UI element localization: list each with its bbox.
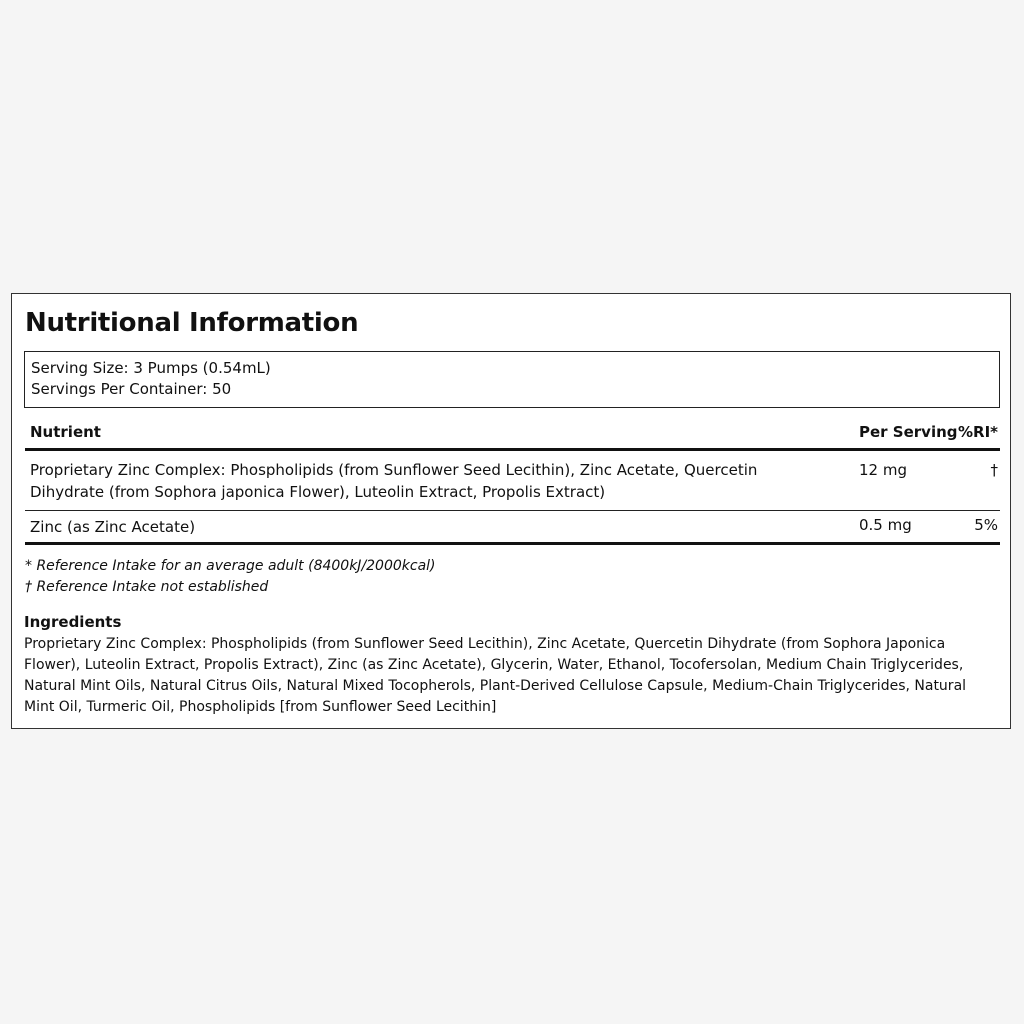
nutrient-name: Zinc (as Zinc Acetate): [30, 518, 196, 536]
nutrient-amount: 0.5 mg: [859, 516, 912, 534]
ingredients-section: [24, 612, 999, 718]
serving-size: Serving Size: 3 Pumps (0.54mL): [31, 359, 271, 377]
header-per-serving: Per Serving: [859, 423, 958, 441]
nutrient-table: [25, 416, 1000, 545]
nutrition-panel: [11, 293, 1011, 729]
serving-info-box: [24, 351, 1000, 408]
nutrient-name: Proprietary Zinc Complex: Phospholipids (from Sunflower Seed Lecithin), Zinc Acetate, Quercetin Dihydrate (from Sophora japonica Flower), Luteolin Extract, Propolis Extract): [30, 461, 758, 501]
table-row: [25, 451, 1000, 511]
panel-title: Nutritional Information: [25, 308, 359, 338]
header-ri: %RI*: [957, 423, 998, 441]
nutrient-ri: †: [990, 461, 998, 479]
ingredients-heading: Ingredients: [24, 613, 122, 631]
table-header: [25, 416, 1000, 451]
servings-per-container: Servings Per Container: 50: [31, 380, 232, 398]
header-nutrient: Nutrient: [30, 423, 101, 441]
dagger-footnote: † Reference Intake not established: [25, 579, 269, 595]
table-row: [25, 511, 1000, 545]
nutrient-amount: 12 mg: [859, 461, 907, 479]
nutrient-ri: 5%: [974, 516, 998, 534]
ri-footnote: * Reference Intake for an average adult (8400kJ/2000kcal): [25, 558, 436, 574]
ingredients-text: Proprietary Zinc Complex: Phospholipids (from Sunflower Seed Lecithin), Zinc Acetate, Quercetin Dihydrate (from Sophora Japonica Flower), Luteolin Extract, Propolis Extract), Zinc (as Zinc Acetate), Glycerin, Water, Ethanol, Tocofersolan, Medium Chain Triglycerides, Natural Mint Oils, Natural Citrus Oils, Natural Mixed Tocopherols, Plant-Derived Cellulose Capsule, Medium-Chain Triglycerides, Natural Mint Oil, Turmeric Oil, Phospholipids [from Sunflower Seed Lecithin]: [24, 636, 967, 715]
footnotes: [25, 556, 436, 598]
